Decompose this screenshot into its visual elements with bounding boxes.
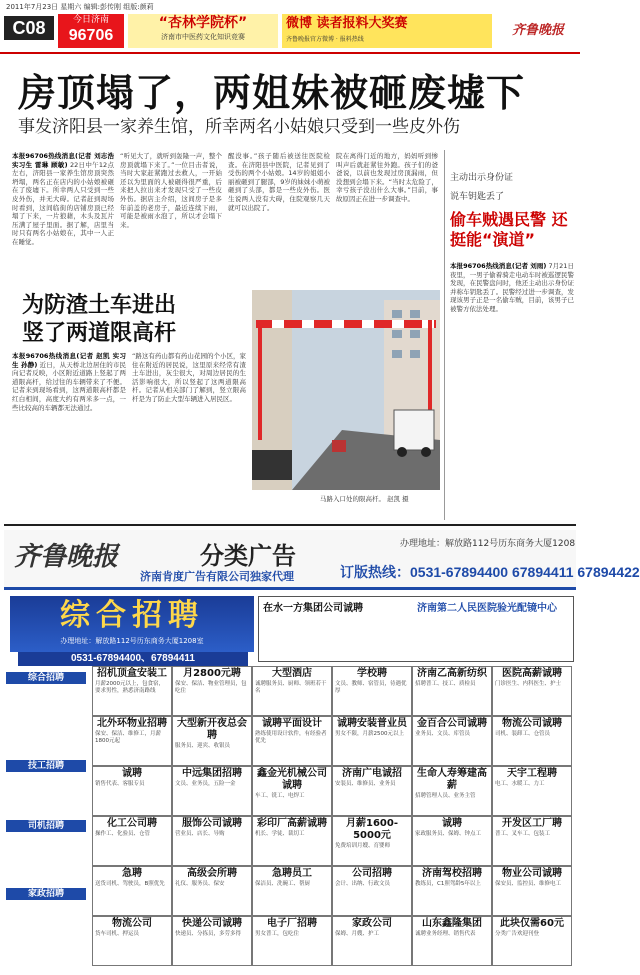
ad-cell-body: 分类广告欢迎刊登: [495, 931, 540, 937]
ad-cell-title: 电子厂招聘: [267, 918, 317, 929]
classified-ad-cell[interactable]: [252, 666, 332, 716]
height-barrier-photo: [252, 290, 440, 490]
hotline-label: 订版热线：: [340, 564, 410, 580]
ad-cell-title: 诚聘安装普业员: [337, 718, 407, 729]
ad-cell-title: 急聘: [122, 868, 142, 879]
second-headline: [22, 292, 176, 348]
ad-cell-body: 诚聘业务经理、销售代表: [415, 931, 476, 937]
classified-ad-cell[interactable]: [92, 916, 172, 966]
classified-ad-cell[interactable]: [412, 666, 492, 716]
ad-cell-title: 北外环物业招聘: [97, 718, 167, 729]
classified-ad-cell[interactable]: [492, 816, 572, 866]
page-meta-line: 2011年7月23日 星期六 编辑:彭传刚 组版:颜莉: [6, 3, 154, 11]
side-body-text: 7月21日夜里，一男子偷着骑走电动车时被巡逻民警发现，在民警盘问时，他还主动出示身份证并称车钥匙丢了。民警经过进一步调查，发现该男子正是一名偷车贼，目前，该男子已被警方依法处理。: [450, 262, 574, 313]
ad-cell-body: 招聘普工、技工、质检员: [415, 681, 476, 687]
ad-cell-title: 月薪1600-5000元: [346, 818, 398, 841]
section-rule: [4, 524, 576, 526]
ad-cell-title: 高级会所聘: [187, 868, 237, 879]
side-column: [450, 170, 574, 250]
ad-cell-title: 化工公司聘: [107, 818, 157, 829]
ad-cell-title: 中远集团招聘: [182, 768, 242, 779]
classified-ad-cell[interactable]: [172, 716, 252, 766]
ad-cell-body: 免费培训月嫂、育婴师: [335, 843, 391, 849]
main-story-col-1: [12, 152, 114, 280]
classified-ad-cell[interactable]: [412, 816, 492, 866]
ad-cell-body: 男女普工，包吃住: [255, 931, 300, 937]
ad-cell-body: 电工、水暖工、力工: [495, 781, 545, 787]
today-number: 96706: [68, 27, 114, 44]
category-label-2: 技工招聘: [6, 760, 86, 772]
ad-cell-body: 保姆、月嫂、护工: [335, 931, 380, 937]
ad-cell-title: 诚聘平面设计: [262, 718, 322, 729]
classified-ad-cell[interactable]: [252, 816, 332, 866]
main-col1-text: 22日中午12点左右，济阳县一家养生馆房顶突然坍塌，两名正在店内的小姑娘被砸在了废墟下。所幸两人只受到一些皮外伤，并无大碍。记者赶到现场时看到，这间临街的店铺房顶已经塌了下来，一片狼藉，木头及瓦片压满了屋子里面。据了解，店里当时只有两名小姑娘在，其中一人正在睡觉。: [12, 160, 114, 246]
classified-ad-cell[interactable]: [252, 766, 332, 816]
classified-ad-cell[interactable]: [92, 766, 172, 816]
ad-cell-title: 天宇工程聘: [507, 768, 557, 779]
ad-cell-title: 急聘员工: [272, 868, 312, 879]
ad-cell-title: 生命人寿筹建高薪: [417, 768, 487, 791]
classified-agent: 济南肯度广告有限公司独家代理: [140, 570, 294, 583]
ad-cell-body: 会计、出纳、行政文员: [335, 881, 391, 887]
ad-cell-body: 保安、保洁、物业管理员，包吃住: [175, 681, 247, 694]
classified-ad-cell[interactable]: [92, 816, 172, 866]
classified-ad-cell[interactable]: [412, 866, 492, 916]
ad-cell-body: 服务员、迎宾、收银员: [175, 743, 231, 749]
classified-ad-cell[interactable]: [412, 716, 492, 766]
top-ad-left[interactable]: [128, 14, 278, 48]
ad-cell-title: 济南驾校招聘: [422, 868, 482, 879]
ad-cell-title: 快递公司诚聘: [182, 918, 242, 929]
classified-ad-cell[interactable]: [412, 916, 492, 966]
classified-brand-logo: 齐鲁晚报: [14, 542, 119, 572]
main-headline: 房顶塌了，两姐妹被砸废墟下: [18, 71, 526, 115]
side-intro: 主动出示身份证: [450, 173, 514, 183]
ad-cell-title: 物流公司诚聘: [502, 718, 562, 729]
ad-cell-body: 门诊医生、内科医生、护士: [495, 681, 562, 687]
ad-cell-title: 彩印厂高薪诚聘: [257, 818, 327, 829]
ad-cell-title: 招机顶盒安装工: [97, 668, 167, 679]
top-ad-left-sub: 济南市中医药文化知识竞赛: [161, 33, 245, 41]
classified-ad-cell[interactable]: [332, 766, 412, 816]
ad-cell-body: 司机、装卸工、仓管员: [495, 731, 551, 737]
ad-cell-title: 开发区工厂聘: [502, 818, 562, 829]
ad-cell-body: 货车司机、押运员: [95, 931, 140, 937]
ad-cell-body: 教练员，C1照驾龄5年以上: [415, 881, 481, 887]
classified-ad-cell[interactable]: [492, 666, 572, 716]
classified-category-title: 分类广告: [200, 542, 296, 570]
side-story-body: [450, 262, 574, 520]
ad-cell-body: 文员、教师、宿管员，待遇优厚: [335, 681, 407, 694]
classified-ad-cell[interactable]: [492, 866, 572, 916]
recruit-banner: [10, 596, 254, 652]
ad-cell-body: 保洁员、洗碗工、帮厨: [255, 881, 311, 887]
ad-cell-body: 销售代表、客服专员: [95, 781, 145, 787]
classified-ad-cell[interactable]: [412, 766, 492, 816]
street-scene-illustration: [252, 290, 440, 490]
classified-ad-cell[interactable]: [172, 916, 252, 966]
top-ad-right-title: 微博 读者报料大奖赛: [286, 16, 408, 31]
ad-cell-body: 诚聘服务员、厨师、领班若干名: [255, 681, 327, 694]
group-ad-title: 在水一方集团公司诚聘: [263, 603, 363, 614]
classified-ad-cell[interactable]: [252, 716, 332, 766]
today-jinan-box: [58, 14, 124, 48]
ad-cell-title: 此块仅需60元: [500, 918, 564, 929]
hotline-numbers: 0531-67894400 67894411 67894422: [410, 564, 640, 580]
main-story-col-4: 院在离得门近的地方，妈妈听到惨叫声后就赶紧往外跑。孩子们的爸爸说，以前也发现过房顶漏雨，但没想到会塌下来。“当时太危险了，幸亏孩子没出什么大事。”目前，事故原因正在进一步调查中。: [336, 152, 438, 203]
classified-ad-cell[interactable]: [172, 866, 252, 916]
ad-cell-body: 机长、学徒、裁切工: [255, 831, 305, 837]
classified-ad-cell[interactable]: [252, 916, 332, 966]
ad-cell-body: 送货司机、驾驶员，B照优先: [95, 881, 165, 887]
ad-cell-title: 公司招聘: [352, 868, 392, 879]
ad-cell-title: 金百合公司诚聘: [417, 718, 487, 729]
classified-ad-cell[interactable]: [172, 666, 252, 716]
second-headline-line1: 为防渣土车进出: [22, 293, 177, 318]
classified-ad-cell[interactable]: [332, 866, 412, 916]
ad-cell-title: 诚聘: [122, 768, 142, 779]
classified-ad-cell[interactable]: [252, 866, 332, 916]
classified-ad-cell[interactable]: [492, 766, 572, 816]
classified-ad-cell[interactable]: [492, 716, 572, 766]
ad-cell-body: 招聘管理人员、业务主管: [415, 793, 476, 799]
featured-ad-box[interactable]: [258, 596, 574, 662]
ad-cell-body: 家政服务员、保姆、钟点工: [415, 831, 482, 837]
classified-ad-cell[interactable]: [492, 916, 572, 966]
top-ad-left-title: “杏林学院杯”: [158, 15, 248, 31]
recruit-phone[interactable]: 0531-67894400、67894411: [18, 652, 248, 666]
ad-cell-body: 普工、叉车工、包装工: [495, 831, 551, 837]
ad-cell-title: 济南广电诚招: [342, 768, 402, 779]
ad-cell-body: 保安、保洁、维修工，月薪1800元起: [95, 731, 162, 744]
classified-ad-cell[interactable]: [172, 816, 252, 866]
ad-cell-body: 礼仪、服务员、保安: [175, 881, 225, 887]
second-body1: 近日，从天桥北边居住的市民向记者反映，小区附近道路上竖起了两道限高杆，给过往的车辆带来了不便。记者来到现场看到，这两道限高杆都是红白相间，高度大约有两米多一点，一些比较高的车辆都无法通过。: [12, 360, 127, 412]
main-story-col-2: “听见大了，就听到轰隆一声，整个房顶就塌下来了。”一位目击者说，当时大家赶紧跑过去救人，一开始还以为里面的人被砸得很严重，后来把人拉出来才发现只受了一些皮外伤。据店主介绍，这间房子是多年前盖的老房子，最近连续下雨，可能是被雨水泡了，所以才会塌下来。: [120, 152, 222, 229]
masthead-logo: 齐鲁晚报: [511, 23, 564, 38]
classified-ad-cell[interactable]: [172, 766, 252, 816]
main-story-col-3: 醒没事。”孩子随后被送往医院检查。在济阳县中医院，记者见到了受伤的两个小姑娘。14岁的姐姐小丽被砸到了腿部，9岁的妹妹小萌被砸到了头部，都是一些皮外伤。医生说两人没有大碍，住院观察几天就可以出院了。: [228, 152, 330, 212]
top-ad-right[interactable]: [282, 14, 492, 48]
ad-cell-body: 操作工、化验员、仓管: [95, 831, 151, 837]
side-headline: 偷车贼遇民警 还挺能“演道”: [450, 210, 568, 249]
column-divider: [444, 150, 445, 520]
side-intro-2: 说车钥匙丢了: [450, 192, 505, 202]
second-headline-line2: 竖了两道限高杆: [22, 321, 177, 346]
classified-ad-cell[interactable]: [332, 716, 412, 766]
ad-cell-body: 业务员、文员、库管员: [415, 731, 471, 737]
ad-cell-title: 医院高薪诚聘: [502, 668, 562, 679]
category-label-3: 司机招聘: [6, 820, 86, 832]
ad-cell-title: 服饰公司诚聘: [182, 818, 242, 829]
classified-ad-cell[interactable]: [92, 716, 172, 766]
ad-cell-body: 车工、铣工、电焊工: [255, 793, 305, 799]
ad-cell-title: 山东鑫隆集团: [422, 918, 482, 929]
main-subhead: 事发济阳县一家养生馆，所幸两名小姑娘只受到一些皮外伤: [18, 117, 460, 137]
second-story-col-1: [12, 352, 126, 520]
ad-cell-title: 学校聘: [357, 668, 387, 679]
ad-cell-title: 家政公司: [352, 918, 392, 929]
page-number: C08: [4, 16, 54, 40]
classified-ad-cell[interactable]: [332, 816, 412, 866]
ad-cell-title: 鑫金光机械公司诚聘: [257, 768, 327, 791]
ad-cell-body: 月薪2000元以上，包食宿，要求男性，熟悉济南路线: [95, 681, 164, 694]
recruit-title: 综合招聘: [60, 598, 204, 633]
ad-cell-title: 物业公司诚聘: [502, 868, 562, 879]
classified-address: 办理地址：解放路112号历东商务大厦1208: [400, 539, 576, 549]
photo-caption: 马路入口处的限高杆。 赵凯 摄: [320, 495, 409, 503]
classified-ad-cell[interactable]: [332, 916, 412, 966]
ad-cell-body: 安装员、维修员、业务员: [335, 781, 396, 787]
category-label-1: 综合招聘: [6, 672, 86, 684]
top-ad-right-sub: 齐鲁晚报官方微博 · 报料热线: [286, 36, 364, 43]
classified-ad-cell[interactable]: [92, 866, 172, 916]
ad-cell-title: 大型新开夜总会聘: [177, 718, 247, 741]
ad-cell-body: 营业员、店长、导购: [175, 831, 225, 837]
ad-cell-title: 济南乙高新纺织: [417, 668, 487, 679]
classified-hotline[interactable]: [340, 562, 640, 582]
second-byline: 本报96706热线消息(记者 赵凯 实习生 孙静): [12, 352, 126, 369]
classified-ad-cell[interactable]: [332, 666, 412, 716]
ad-cell-body: 文员、业务员，五险一金: [175, 781, 236, 787]
ad-cell-title: 月2800元聘: [183, 668, 241, 679]
ad-cell-title: 大型酒店: [272, 668, 312, 679]
hospital-ad-title: 济南第二人民医院验光配镜中心: [417, 603, 557, 614]
main-byline: 本报96706热线消息(记者 刘志浩 实习生 雷琳 顾敏): [12, 152, 114, 169]
ad-cell-title: 物流公司: [112, 918, 152, 929]
ad-cell-body: 快递员、分拣员，多劳多得: [175, 931, 242, 937]
classified-ad-cell[interactable]: [92, 666, 172, 716]
category-label-4: 家政招聘: [6, 888, 86, 900]
today-label: 今日济南: [72, 15, 109, 25]
ad-cell-body: 熟练使用设计软件，有经验者优先: [255, 731, 327, 744]
side-byline: 本报96706热线消息(记者 刘雨): [450, 262, 547, 270]
recruit-sub: 办理地址：解放路112号历东商务大厦1208室: [60, 637, 204, 645]
ad-cell-body: 保安员、监控员、维修电工: [495, 881, 562, 887]
ad-cell-body: 男女不限，月薪2500元以上: [335, 731, 404, 737]
ad-cell-title: 诚聘: [442, 818, 462, 829]
second-story-col-2: “路这有药山都有药山花园的个小区，家住在附近的居民说，这里原来经常有渣土车进出，灰尘很大，对周边居民的生活影响很大，所以竖起了这两道限高杆。记者从相关部门了解到，竖立限高杆是为了防止大型车辆进入居民区。: [132, 352, 246, 403]
